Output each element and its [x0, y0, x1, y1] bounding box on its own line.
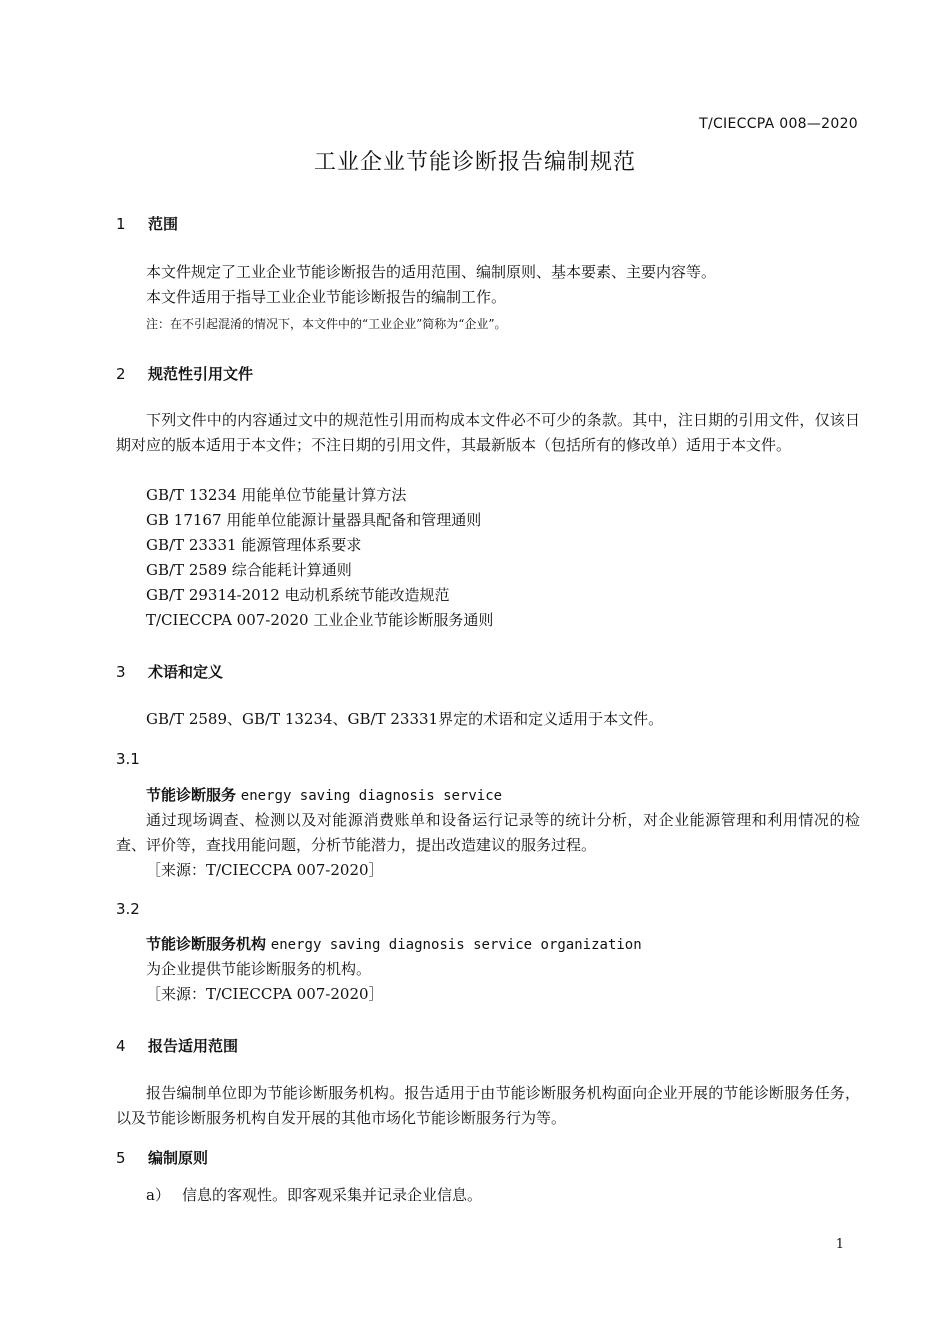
reference-item: GB/T 2589 综合能耗计算通则 [146, 561, 352, 579]
term-name: 节能诊断服务 [146, 786, 237, 804]
section-4-paragraph: 报告编制单位即为节能诊断服务机构。报告适用于由节能诊断服务机构面向企业开展的节能诊断服务任务，以及节能诊断服务机构自发开展的其他市场化节能诊断服务行为等。 [116, 1084, 860, 1127]
standard-code: T/CIECCPA 008—2020 [699, 116, 858, 132]
term-definition: 通过现场调查、检测以及对能源消费账单和设备运行记录等的统计分析，对企业能源管理和利用情况的检查、评价等，查找用能问题，分析节能潜力，提出改造建议的服务过程。 [116, 811, 860, 854]
list-item [146, 1184, 482, 1205]
page-number: 1 [835, 1237, 844, 1252]
section-1-note: 注：在不引起混淆的情况下，本文件中的“工业企业”简称为“企业”。 [146, 317, 507, 331]
term-source: ［来源：T/CIECCPA 007-2020］ [146, 985, 384, 1003]
term-english: energy saving diagnosis service [240, 788, 503, 804]
list-item-text: 信息的客观性。即客观采集并记录企业信息。 [182, 1186, 483, 1204]
term-number: 3.2 [116, 900, 140, 918]
section-title: 编制原则 [148, 1149, 209, 1167]
term-heading [146, 932, 642, 958]
section-3-heading [116, 661, 223, 682]
term-name: 节能诊断服务机构 [146, 935, 267, 953]
section-2-heading [116, 363, 253, 384]
term-english: energy saving diagnosis service organization [270, 937, 642, 953]
reference-item: GB/T 23331 能源管理体系要求 [146, 536, 362, 554]
document-title: 工业企业节能诊断报告编制规范 [313, 150, 636, 175]
section-3-intro: GB/T 2589、GB/T 13234、GB/T 23331界定的术语和定义适用于本文件。 [146, 710, 664, 728]
reference-item: GB/T 29314-2012 电动机系统节能改造规范 [146, 586, 450, 604]
section-number: 2 [116, 365, 126, 383]
term-heading [146, 783, 502, 809]
section-title: 报告适用范围 [148, 1037, 239, 1055]
section-number: 3 [116, 663, 126, 681]
reference-item: GB/T 13234 用能单位节能量计算方法 [146, 486, 407, 504]
section-1-heading [116, 213, 178, 234]
section-title: 术语和定义 [148, 663, 224, 681]
section-number: 5 [116, 1149, 126, 1167]
section-1-paragraph-1: 本文件规定了工业企业节能诊断报告的适用范围、编制原则、基本要素、主要内容等。 [146, 263, 717, 281]
term-source: ［来源：T/CIECCPA 007-2020］ [146, 861, 384, 879]
reference-item: T/CIECCPA 007-2020 工业企业节能诊断服务通则 [146, 611, 494, 629]
term-number: 3.1 [116, 750, 140, 768]
section-2-intro: 下列文件中的内容通过文中的规范性引用而构成本文件必不可少的条款。其中，注日期的引用文件，仅该日期对应的版本适用于本文件；不注日期的引用文件，其最新版本（包括所有的修改单）适用于本文件。 [116, 411, 860, 454]
section-1-paragraph-2: 本文件适用于指导工业企业节能诊断报告的编制工作。 [146, 288, 507, 306]
section-number: 1 [116, 215, 126, 233]
reference-item: GB 17167 用能单位能源计量器具配备和管理通则 [146, 511, 482, 529]
list-item-label: a） [146, 1186, 170, 1204]
section-title: 规范性引用文件 [148, 365, 254, 383]
section-5-heading [116, 1147, 208, 1168]
section-number: 4 [116, 1037, 126, 1055]
section-title: 范围 [148, 215, 179, 233]
term-definition: 为企业提供节能诊断服务的机构。 [146, 960, 372, 978]
section-4-heading [116, 1035, 238, 1056]
